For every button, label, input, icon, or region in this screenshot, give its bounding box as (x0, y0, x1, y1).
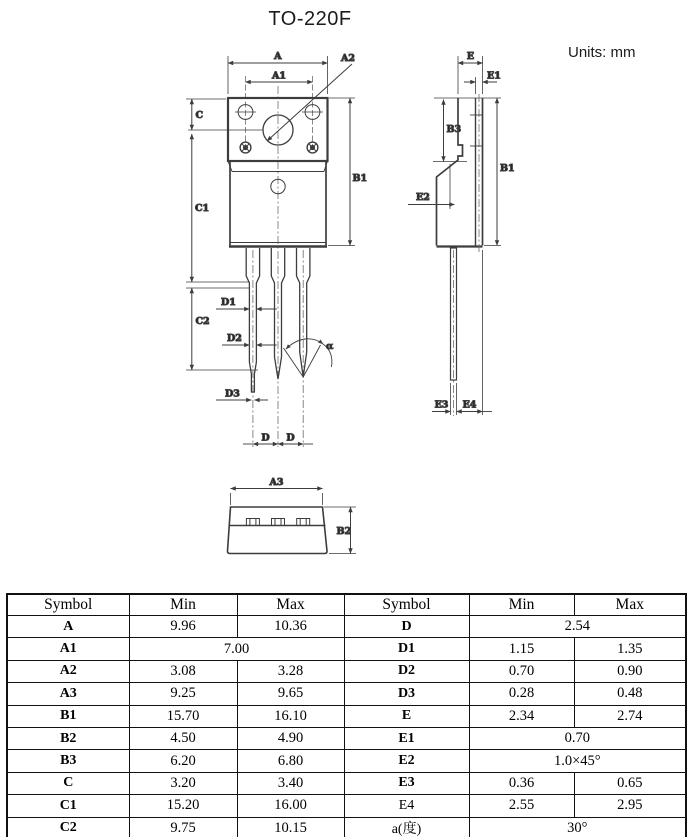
dim-label-c: C (195, 110, 204, 121)
symbol-cell: C1 (7, 795, 129, 817)
symbol-cell: E4 (344, 795, 469, 817)
table-row (7, 727, 686, 749)
merged-value-cell: 2.54 (469, 616, 686, 638)
merged-value-cell: 1.0×45° (469, 750, 686, 772)
max-cell: 3.40 (237, 772, 344, 794)
symbol-cell: A1 (7, 638, 129, 660)
dim-label-d-right: D (286, 432, 295, 444)
max-cell: 2.95 (574, 795, 686, 817)
dim-label-c2: C2 (195, 316, 210, 327)
symbol-cell: D1 (344, 638, 469, 660)
min-cell: 4.50 (129, 727, 237, 749)
min-cell: 0.28 (469, 683, 574, 705)
header-max-right: Max (574, 594, 686, 616)
max-cell: 1.35 (574, 638, 686, 660)
merged-value-cell: 7.00 (129, 638, 344, 660)
symbol-cell: C2 (7, 817, 129, 837)
max-cell: 10.36 (237, 616, 344, 638)
dim-label-b1-side: B1 (500, 163, 515, 174)
table-row (7, 660, 686, 682)
merged-value-cell: 30° (469, 817, 686, 837)
table-row (7, 772, 686, 794)
table-header-row (7, 594, 686, 616)
header-symbol-right: Symbol (344, 594, 469, 616)
front-view (186, 51, 367, 447)
min-cell: 15.70 (129, 705, 237, 727)
table-row (7, 616, 686, 638)
min-cell: 9.96 (129, 616, 237, 638)
dim-label-a3: A3 (269, 477, 284, 488)
max-cell: 0.65 (574, 772, 686, 794)
symbol-cell: E2 (344, 750, 469, 772)
units-label: Units: mm (568, 44, 636, 61)
symbol-cell: E (344, 705, 469, 727)
symbol-cell: A (7, 616, 129, 638)
table-row (7, 638, 686, 660)
table-row (7, 750, 686, 772)
min-cell: 9.25 (129, 683, 237, 705)
symbol-cell: C (7, 772, 129, 794)
dim-label-alpha: α (326, 341, 334, 352)
bottom-view (227, 477, 356, 554)
symbol-cell: D2 (344, 660, 469, 682)
max-cell: 16.10 (237, 705, 344, 727)
dim-label-d3: D3 (225, 388, 240, 400)
dim-label-e3: E3 (434, 399, 449, 411)
min-cell: 1.15 (469, 638, 574, 660)
dim-label-b3: B3 (446, 124, 462, 135)
symbol-cell: E3 (344, 772, 469, 794)
symbol-cell: a(度) (344, 817, 469, 837)
symbol-cell: D3 (344, 683, 469, 705)
min-cell: 15.20 (129, 795, 237, 817)
dim-label-b1-front: B1 (352, 173, 368, 184)
rivet-right (307, 142, 318, 153)
dim-label-e2: E2 (416, 192, 430, 203)
max-cell: 4.90 (237, 727, 344, 749)
min-cell: 3.20 (129, 772, 237, 794)
max-cell: 10.15 (237, 817, 344, 837)
min-cell: 6.20 (129, 750, 237, 772)
symbol-cell: A3 (7, 683, 129, 705)
symbol-cell: B3 (7, 750, 129, 772)
header-symbol-left: Symbol (7, 594, 129, 616)
table-row (7, 817, 686, 837)
max-cell: 0.90 (574, 660, 686, 682)
min-cell: 2.34 (469, 705, 574, 727)
max-cell: 3.28 (237, 660, 344, 682)
max-cell: 6.80 (237, 750, 344, 772)
dim-label-d2: D2 (227, 333, 242, 344)
min-cell: 3.08 (129, 660, 237, 682)
side-view (408, 51, 515, 416)
dim-label-a1: A1 (272, 70, 286, 82)
dim-label-e: E (466, 51, 475, 62)
max-cell: 9.65 (237, 683, 344, 705)
dim-label-e4: E4 (462, 399, 477, 411)
max-cell: 0.48 (574, 683, 686, 705)
header-min-right: Min (469, 594, 574, 616)
max-cell: 2.74 (574, 705, 686, 727)
min-cell: 9.75 (129, 817, 237, 837)
rivet-left (240, 142, 251, 153)
max-cell: 16.00 (237, 795, 344, 817)
dim-label-b2: B2 (336, 526, 352, 537)
dimension-table (6, 593, 687, 837)
header-min-left: Min (129, 594, 237, 616)
min-cell: 0.70 (469, 660, 574, 682)
symbol-cell: B2 (7, 727, 129, 749)
symbol-cell: D (344, 616, 469, 638)
symbol-cell: E1 (344, 727, 469, 749)
table-row (7, 795, 686, 817)
header-max-left: Max (237, 594, 344, 616)
min-cell: 2.55 (469, 795, 574, 817)
min-cell: 0.36 (469, 772, 574, 794)
table-row (7, 683, 686, 705)
page-title: TO-220F (268, 8, 352, 30)
symbol-cell: A2 (7, 660, 129, 682)
dim-label-c1: C1 (195, 203, 210, 214)
merged-value-cell: 0.70 (469, 727, 686, 749)
dim-label-d-left: D (261, 432, 270, 444)
dim-label-d1: D1 (221, 297, 236, 308)
table-row (7, 705, 686, 727)
symbol-cell: B1 (7, 705, 129, 727)
dim-label-e1: E1 (487, 70, 501, 82)
dim-label-a2: A2 (341, 53, 355, 64)
dim-label-a: A (274, 51, 282, 62)
